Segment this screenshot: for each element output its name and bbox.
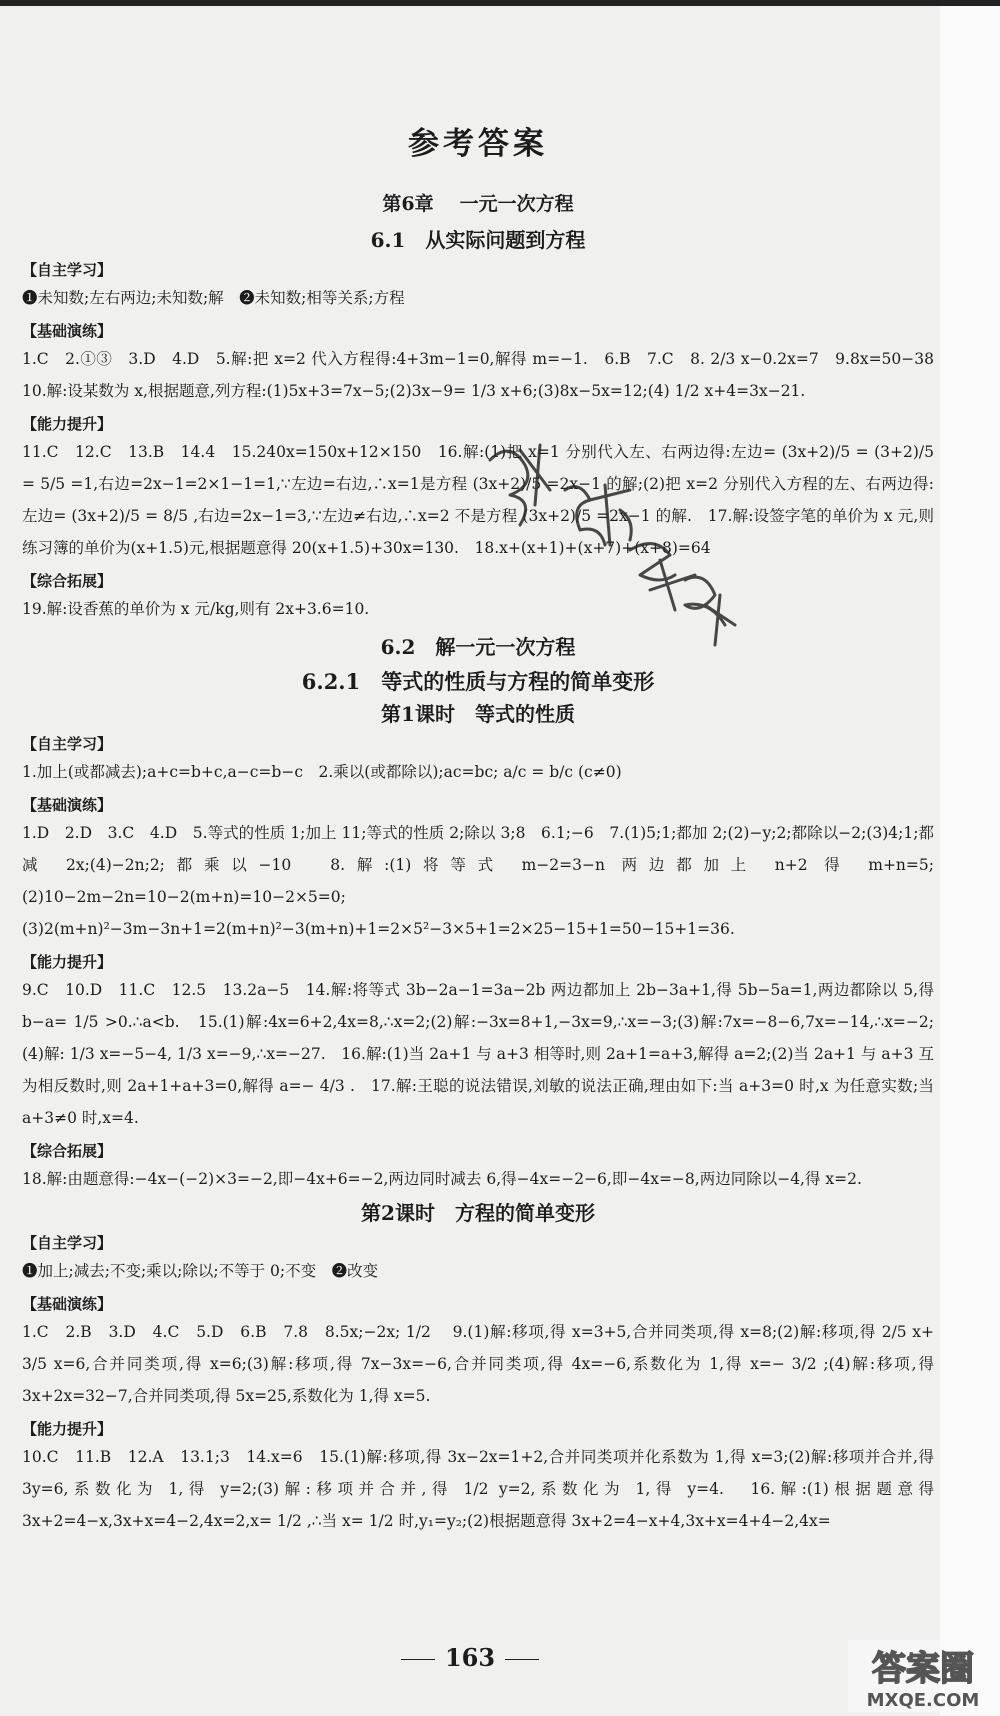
section-name: 从实际问题到方程 bbox=[425, 228, 586, 252]
chapter-heading bbox=[22, 189, 934, 216]
l2-zizhu-answers: ❶加上;减去;不变;乘以;除以;不等于 0;不变 ❷改变 bbox=[22, 1262, 379, 1280]
watermark-url: MXQE.COM bbox=[866, 1690, 980, 1711]
s61-zizhu-answers: ❶未知数;左右两边;未知数;解 ❷未知数;相等关系;方程 bbox=[22, 289, 405, 307]
chapter-name: 一元一次方程 bbox=[459, 193, 574, 215]
label-jichu-yanlian: 【基础演练】 bbox=[22, 1295, 113, 1313]
section-name: 解一元一次方程 bbox=[435, 635, 576, 659]
watermark-text: 答案圈 bbox=[872, 1649, 974, 1689]
section-6-1-heading bbox=[22, 224, 934, 253]
l2-jichu-answers: 1.C 2.B 3.D 4.C 5.D 6.B 7.8 8.5x;−2x; 1/2 9.(1)解:移项,得 x=3+5,合并同类项,得 x=8;(2)解:移项,得 2/5 x+ 3/5 x=6,合并同类项,得 x=6;(3)解:移项,得 7x−3x=−6,合并同类项,得 4x=−6,系数化为 1,得 x=− 3/2 ;(4)解:移项,得 3x+2x=32−7,合并同类项,得 5x=25,系数化为 1,得 x=5. bbox=[22, 1323, 934, 1405]
page-title: 参考答案 bbox=[408, 126, 548, 162]
label-nengli-tisheng: 【能力提升】 bbox=[22, 953, 113, 971]
page-number bbox=[0, 1643, 940, 1672]
label-zonghe-tuozhan: 【综合拓展】 bbox=[22, 1142, 113, 1160]
l1-jichu-answers: 1.D 2.D 3.C 4.D 5.等式的性质 1;加上 11;等式的性质 2;除以 3;8 6.1;−6 7.(1)5;1;都加 2;(2)−y;2;都除以−2;(3)4;1;都减 2x;(4)−2n;2;都乘以−10 8.解:(1)将等式 m−2=3−n 两边都加上 n+2 得 m+n=5;(2)10−2m−2n=10−2(m+n)=10−2×5=0;(3)2(m+n)²−3m−3n+1=2(m+n)²−3(m+n)+1=2×5²−3×5+1=2×25−15+1=50−15+1=36. bbox=[22, 824, 934, 938]
lesson-2-heading: 第2课时 方程的简单变形 bbox=[361, 1201, 595, 1225]
s61-zonghe-answers: 19.解:设香蕉的单价为 x 元/kg,则有 2x+3.6=10. bbox=[22, 600, 370, 618]
label-nengli-tisheng: 【能力提升】 bbox=[22, 415, 113, 433]
l1-zonghe-answers: 18.解:由题意得:−4x−(−2)×3=−2,即−4x+6=−2,两边同时减去 6,得−4x=−2−6,即−4x=−8,两边同除以−4,得 x=2. bbox=[22, 1170, 862, 1188]
l2-nengli-answers: 10.C 11.B 12.A 13.1;3 14.x=6 15.(1)解:移项,得 3x−2x=1+2,合并同类项并化系数为 1,得 x=3;(2)解:移项并合并,得 3y=6,系数化为 1,得 y=2;(3)解:移项并合并,得 1/2 y=2,系数化为 1,得 y=4. 16.解:(1)根据题意得 3x+2=4−x,3x+x=4−2,4x=2,x= 1/2 ,∴当 x= 1/2 时,y₁=y₂;(2)根据题意得 3x+2=4−x+4,3x+x=4+4−2,4x= bbox=[22, 1448, 934, 1530]
label-zizhu-xuexi: 【自主学习】 bbox=[22, 1234, 113, 1252]
handwritten-scribble bbox=[470, 430, 770, 660]
section-number: 6.1 bbox=[370, 228, 406, 252]
label-zizhu-xuexi: 【自主学习】 bbox=[22, 261, 113, 279]
subsection-6-2-1-heading: 6.2.1 等式的性质与方程的简单变形 bbox=[301, 669, 655, 694]
s61-nengli-answers: 11.C 12.C 13.B 14.4 15.240x=150x+12×150 16.解:(1)把 x=1 分别代入左、右两边得:左边= (3x+2)/5 = (3+2)/5 = 5/5 =1,右边=2x−1=2×1−1=1,∵左边=右边,∴x=1是方程 (3x+2)/5 =2x−1 的解;(2)把 x=2 分别代入方程的左、右两边得:左边= (3x+2)/5 = 8/5 ,右边=2x−1=3,∵左边≠右边,∴x=2 不是方程 (3x+2)/5 =2x−1 的解. 17.解:设签字笔的单价为 x 元,则练习簿的单价为(x+1.5)元,根据题意得 20(x+1.5)+30x=130. 18.x+(x+1)+(x+7)+(x+8)=64 bbox=[22, 443, 934, 557]
label-nengli-tisheng: 【能力提升】 bbox=[22, 1420, 113, 1438]
section-number: 6.2 bbox=[380, 635, 416, 659]
l1-zizhu-answers: 1.加上(或都减去);a+c=b+c,a−c=b−c 2.乘以(或都除以);ac=bc; a/c = b/c (c≠0) bbox=[22, 763, 622, 781]
s61-jichu-answers: 1.C 2.①③ 3.D 4.D 5.解:把 x=2 代入方程得:4+3m−1=0,解得 m=−1. 6.B 7.C 8. 2/3 x−0.2x=7 9.8x=50−38 10.解:设某数为 x,根据题意,列方程:(1)5x+3=7x−5;(2)3x−9= 1/3 x+6;(3)8x−5x=12;(4) 1/2 x+4=3x−21. bbox=[22, 350, 934, 400]
lesson-1-heading: 第1课时 等式的性质 bbox=[381, 702, 575, 726]
answer-content bbox=[22, 118, 934, 1537]
page-number-value: 163 bbox=[444, 1643, 496, 1672]
label-jichu-yanlian: 【基础演练】 bbox=[22, 322, 113, 340]
label-zonghe-tuozhan: 【综合拓展】 bbox=[22, 572, 113, 590]
label-jichu-yanlian: 【基础演练】 bbox=[22, 796, 113, 814]
chapter-number: 第6章 bbox=[382, 193, 434, 215]
label-zizhu-xuexi: 【自主学习】 bbox=[22, 735, 113, 753]
l1-nengli-answers: 9.C 10.D 11.C 12.5 13.2a−5 14.解:将等式 3b−2a−1=3a−2b 两边都加上 2b−3a+1,得 5b−5a=1,两边都除以 5,得 b−a= 1/5 >0.∴a<b. 15.(1)解:4x=6+2,4x=8,∴x=2;(2)解:−3x=8+1,−3x=9,∴x=−3;(3)解:7x=−8−6,7x=−14,∴x=−2;(4)解: 1/3 x=−5−4, 1/3 x=−9,∴x=−27. 16.解:(1)当 2a+1 与 a+3 相等时,则 2a+1=a+3,解得 a=2;(2)当 2a+1 与 a+3 互为相反数时,则 2a+1+a+3=0,解得 a=− 4/3 . 17.解:王聪的说法错误,刘敏的说法正确,理由如下:当 a+3=0 时,x 为任意实数;当 a+3≠0 时,x=4. bbox=[22, 981, 934, 1127]
right-margin bbox=[940, 6, 1000, 1716]
watermark-logo bbox=[848, 1640, 998, 1712]
